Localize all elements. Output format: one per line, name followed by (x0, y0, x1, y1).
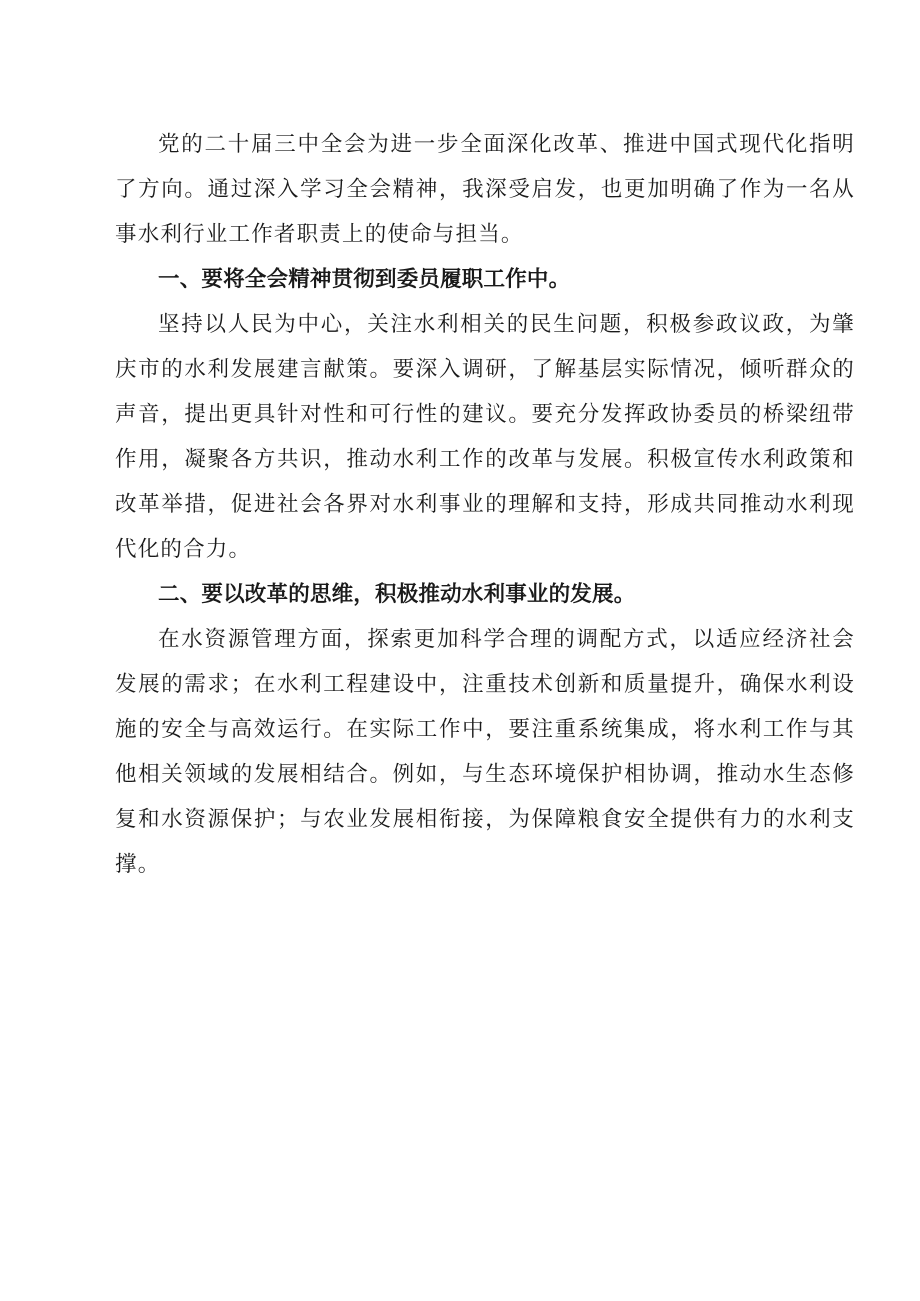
section-2-body: 在水资源管理方面，探索更加科学合理的调配方式，以适应经济社会发展的需求；在水利工程建设中，注重技术创新和质量提升，确保水利设施的安全与高效运行。在实际工作中，要注重系统集成，将水利工作与其他相关领域的发展相结合。例如，与生态环境保护相协调，推动水生态修复和水资源保护；与农业发展相衔接，为保障粮食安全提供有力的水利支撑。 (115, 627, 855, 877)
section-1-body: 坚持以人民为中心，关注水利相关的民生问题，积极参政议政，为肇庆市的水利发展建言献策。要深入调研，了解基层实际情况，倾听群众的声音，提出更具针对性和可行性的建议。要充分发挥政协委员的桥梁纽带作用，凝聚各方共识，推动水利工作的改革与发展。积极宣传水利政策和改革举措，促进社会各界对水利事业的理解和支持，形成共同推动水利现代化的合力。 (115, 312, 855, 562)
section-1-heading: 一、要将全会精神贯彻到委员履职工作中。 (158, 267, 571, 292)
document-page (115, 122, 855, 887)
section-2-heading: 二、要以改革的思维，积极推动水利事业的发展。 (158, 582, 636, 607)
intro-paragraph: 党的二十届三中全会为进一步全面深化改革、推进中国式现代化指明了方向。通过深入学习全会精神，我深受启发，也更加明确了作为一名从事水利行业工作者职责上的使命与担当。 (115, 132, 855, 247)
